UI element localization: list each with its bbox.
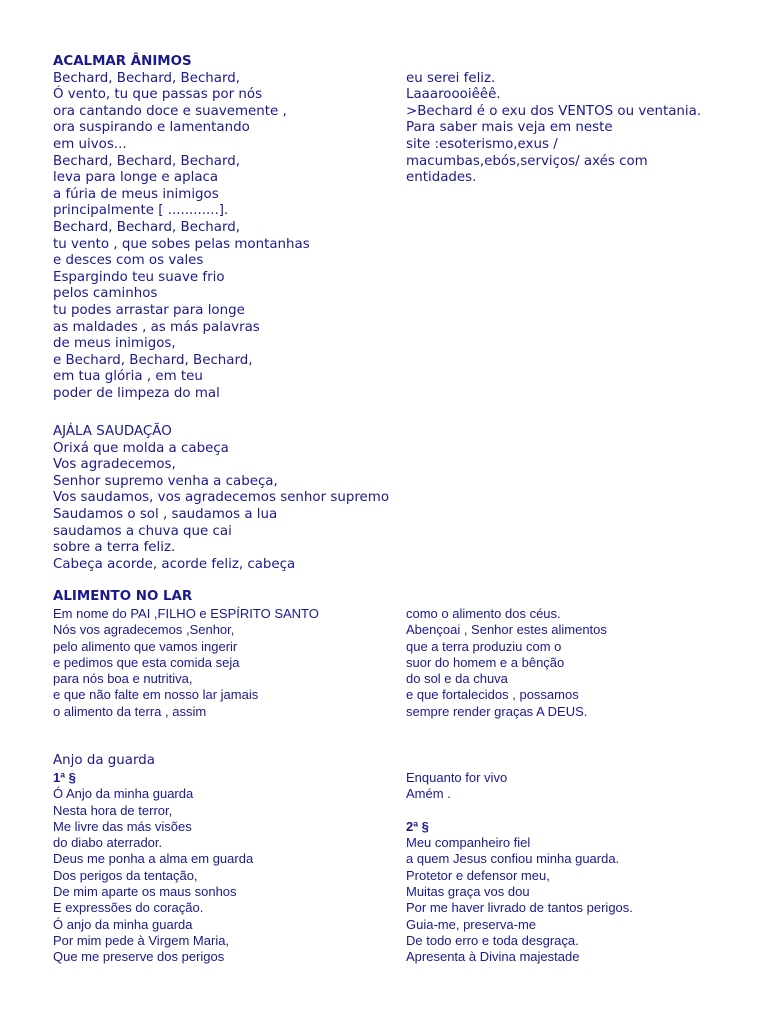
text-line: pelo alimento que vamos ingerir	[53, 638, 238, 654]
text-line: Senhor supremo venha a cabeça,	[53, 473, 278, 489]
text-line: Deus me ponha a alma em guarda	[53, 851, 254, 867]
text-line: Protetor e defensor meu,	[406, 867, 550, 883]
text-line: Meu companheiro fiel	[406, 835, 531, 851]
anjo-left-lines	[53, 786, 253, 965]
text-line: e Bechard, Bechard, Bechard,	[53, 352, 253, 368]
text-line: eu serei feliz.	[406, 70, 496, 86]
text-line: Ó Anjo da minha guarda	[53, 786, 194, 802]
text-line: Me livre das más visões	[53, 818, 192, 834]
text-line: e que fortalecidos , possamos	[406, 687, 579, 703]
text-line: Vos saudamos, vos agradecemos senhor supremo	[53, 490, 390, 506]
text-line: Guia-me, preserva-me	[406, 916, 537, 932]
text-line: o alimento da terra , assim	[53, 703, 207, 719]
text-line: poder de limpeza do mal	[53, 385, 220, 401]
acalmar-left-column	[53, 54, 310, 402]
text-line: principalmente [ ............].	[53, 203, 229, 219]
text-line: saudamos a chuva que cai	[53, 523, 232, 539]
text-line: Apresenta à Divina majestade	[406, 949, 580, 965]
text-line: sobre a terra feliz.	[53, 540, 176, 556]
text-line: tu podes arrastar para longe	[53, 302, 245, 318]
text-line: macumbas,ebós,serviços/ axés com	[406, 153, 648, 169]
text-line: do sol e da chuva	[406, 671, 508, 687]
anjo-right-lines	[406, 835, 633, 965]
alimento-title-block	[53, 589, 192, 606]
section-title-ajala: AJÁLA SAUDAÇÃO	[53, 424, 172, 439]
section-title-anjo: Anjo da guarda	[53, 753, 155, 768]
text-line: entidades.	[406, 170, 477, 186]
text-line: >Bechard é o exu dos VENTOS ou ventania.	[406, 103, 702, 119]
anjo-part2-heading: 2ª §	[406, 818, 429, 834]
text-line: Cabeça acorde, acorde feliz, cabeça	[53, 556, 296, 572]
anjo-part1-heading: 1ª §	[53, 770, 76, 785]
text-line: leva para longe e aplaca	[53, 170, 219, 186]
alimento-right-lines	[406, 606, 607, 720]
text-line: de meus inimigos,	[53, 336, 176, 352]
text-line: Nesta hora de terror,	[53, 802, 173, 818]
text-line: sempre render graças A DEUS.	[406, 703, 588, 719]
text-line: ora suspirando e lamentando	[53, 120, 250, 136]
text-line: a fúria de meus inimigos	[53, 186, 219, 202]
text-line: Laaaroooiêêê.	[406, 87, 501, 103]
text-line: Bechard, Bechard, Bechard,	[53, 153, 241, 169]
text-line: tu vento , que sobes pelas montanhas	[53, 236, 310, 252]
text-line: Muitas graça vos dou	[406, 884, 530, 900]
text-line: Amém .	[406, 786, 451, 802]
text-line: que a terra produziu com o	[406, 638, 562, 654]
text-line: E expressões do coração.	[53, 900, 204, 916]
text-line: e pedimos que esta comida seja	[53, 654, 240, 670]
text-line: Espargindo teu suave frio	[53, 269, 225, 285]
text-line: como o alimento dos céus.	[406, 606, 561, 621]
text-line: as maldades , as más palavras	[53, 319, 260, 335]
text-line: De mim aparte os maus sonhos	[53, 884, 237, 900]
section-title-alimento: ALIMENTO NO LAR	[53, 589, 193, 604]
acalmar-right-column	[406, 71, 701, 187]
text-line: do diabo aterrador.	[53, 835, 163, 851]
text-line: Vos agradecemos,	[53, 457, 176, 473]
text-line: em uivos...	[53, 136, 127, 152]
spacer	[406, 803, 633, 819]
anjo-right-column	[406, 770, 633, 966]
text-line: Para saber mais veja em neste	[406, 120, 613, 136]
text-line: Abençoai , Senhor estes alimentos	[406, 622, 607, 638]
alimento-right-column	[406, 606, 607, 720]
text-line: Que me preserve dos perigos	[53, 949, 225, 965]
text-line: ora cantando doce e suavemente ,	[53, 103, 287, 119]
text-line: Bechard, Bechard, Bechard,	[53, 219, 241, 235]
text-line: Saudamos o sol , saudamos a lua	[53, 506, 278, 522]
text-line: De todo erro e toda desgraça.	[406, 932, 579, 948]
text-line: e desces com os vales	[53, 253, 204, 269]
ajala-lines	[53, 441, 389, 574]
text-line: suor do homem e a bênção	[406, 654, 565, 670]
ajala-section	[53, 424, 389, 573]
anjo-title-block	[53, 753, 155, 770]
text-line: pelos caminhos	[53, 286, 158, 302]
text-line: para nós boa e nutritiva,	[53, 671, 193, 687]
text-line: site :esoterismo,exus /	[406, 136, 558, 152]
text-line: a quem Jesus confiou minha guarda.	[406, 851, 620, 867]
section-title-acalmar: ACALMAR ÂNIMOS	[53, 54, 192, 69]
text-line: Por mim pede à Virgem Maria,	[53, 932, 230, 948]
text-line: em tua glória , em teu	[53, 369, 203, 385]
text-line: Nós vos agradecemos ,Senhor,	[53, 622, 235, 638]
text-line: e que não falte em nosso lar jamais	[53, 687, 259, 703]
anjo-left-column	[53, 770, 253, 966]
text-line: Por me haver livrado de tantos perigos.	[406, 900, 633, 916]
acalmar-right-lines	[406, 71, 701, 187]
acalmar-left-lines	[53, 71, 310, 403]
alimento-left-lines	[53, 606, 319, 720]
text-line: Ó vento, tu que passas por nós	[53, 87, 263, 103]
text-line: Bechard, Bechard, Bechard,	[53, 70, 241, 86]
anjo-right-top-lines	[406, 770, 633, 803]
text-line: Em nome do PAI ,FILHO e ESPÍRITO SANTO	[53, 606, 319, 621]
text-line: Enquanto for vivo	[406, 770, 508, 785]
text-line: Ó anjo da minha guarda	[53, 916, 193, 932]
alimento-left-column	[53, 606, 319, 720]
text-line: Orixá que molda a cabeça	[53, 440, 229, 456]
text-line: Dos perigos da tentação,	[53, 867, 198, 883]
